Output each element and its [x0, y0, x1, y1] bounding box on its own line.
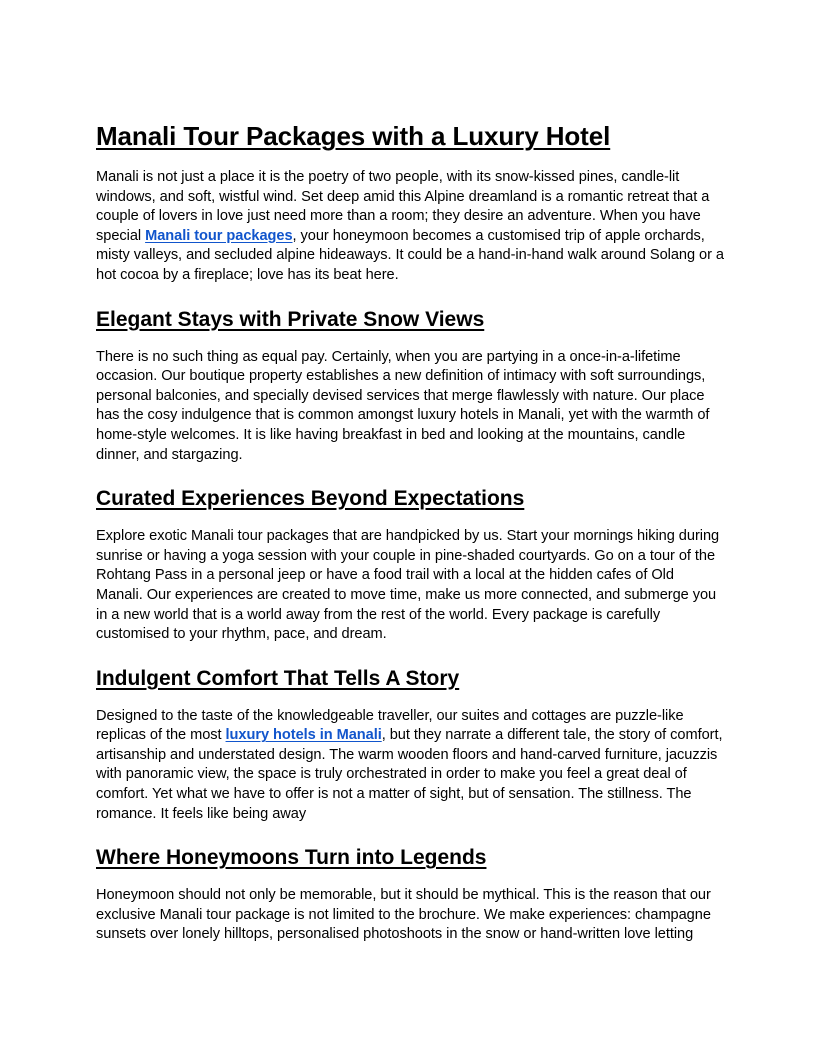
section-body-honeymoons-legends: Honeymoon should not only be memorable, but it should be mythical. This is the reason that our exclusive Manali tour package is not limited to the brochure. We make experiences: champagne sunsets over lonely hilltops, personalised photoshoots in the snow or hand-written love letting — [96, 887, 711, 943]
luxury-hotels-in-manali-link[interactable]: luxury hotels in Manali — [225, 727, 382, 744]
intro-paragraph — [96, 168, 724, 286]
comfort-text-after-link: , but they narrate a different tale, the story of comfort, artisanship and understated design. The warm wooden floors and hand-carved furniture, jacuzzis with panoramic view, the space is truly orchestrated in order to make you feel a great deal of comfort. Yet what we have to offer is not a matter of sight, but of sensation. The stillness. The romance. It feels like being away — [96, 727, 723, 822]
section-body-indulgent-comfort — [96, 707, 724, 825]
section-heading-elegant-stays: Elegant Stays with Private Snow Views — [96, 307, 485, 331]
intro-text-before-link: Manali is not just a place it is the poetry of two people, with its snow-kissed pines, candle-lit windows, and soft, wistful wind. Set deep amid this Alpine dreamland is a romantic retreat that a couple of lovers in love just need more than a room; they desire an adventure. When you have special — [96, 169, 710, 244]
document-page — [96, 112, 724, 945]
comfort-text-before-link: Designed to the taste of the knowledgeable traveller, our suites and cottages are puzzle-like replicas of the most — [96, 707, 684, 744]
intro-text-after-link: , your honeymoon becomes a customised trip of apple orchards, misty valleys, and secluded alpine hideaways. It could be a hand-in-hand walk around Solang or a hot cocoa by a fireplace; love has its beat here. — [96, 227, 724, 283]
page-title: Manali Tour Packages with a Luxury Hotel — [96, 121, 611, 151]
section-heading-honeymoons-legends: Where Honeymoons Turn into Legends — [96, 846, 487, 870]
section-heading-indulgent-comfort: Indulgent Comfort That Tells A Story — [96, 666, 460, 690]
section-body-curated-experiences: Explore exotic Manali tour packages that are handpicked by us. Start your mornings hiking during sunrise or having a yoga session with your couple in pine-shaded courtyards. Go on a tour of the Rohtang Pass in a personal jeep or have a food trail with a local at the hidden cafes of Old Manali. Our experiences are created to move time, make us more connected, and submerge you in a new world that is a world away from the rest of the world. Every package is carefully customised to your rhythm, pace, and dream. — [96, 528, 720, 643]
section-body-elegant-stays: There is no such thing as equal pay. Certainly, when you are partying in a once-in-a-lifetime occasion. Our boutique property establishes a new definition of intimacy with soft surroundings, personal balconies, and specially devised services that merge flawlessly with nature. Our place has the cosy indulgence that is common amongst luxury hotels in Manali, yet with the warmth of home-style welcomes. It is like having breakfast in bed and looking at the mountains, candle dinner, and stargazing. — [96, 348, 710, 463]
manali-tour-packages-link[interactable]: Manali tour packages — [145, 227, 293, 244]
section-heading-curated-experiences: Curated Experiences Beyond Expectations — [96, 487, 525, 511]
